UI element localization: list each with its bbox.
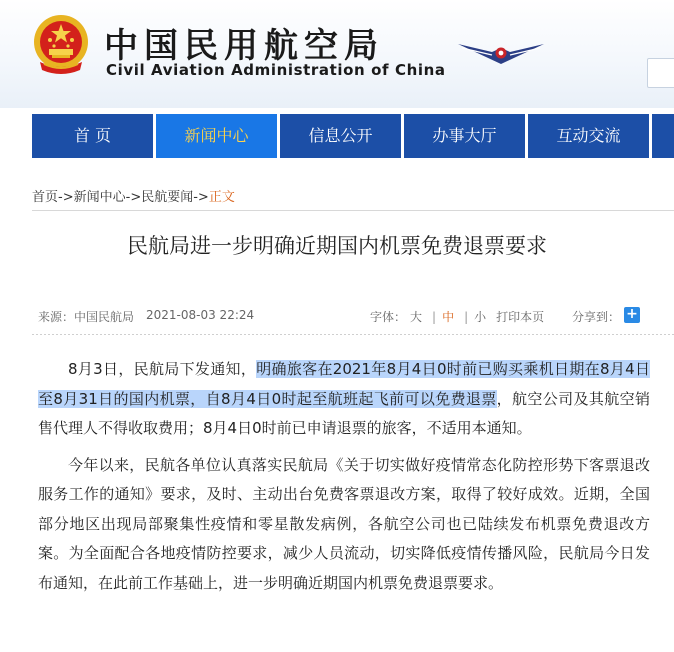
- breadcrumb-divider: [32, 210, 674, 211]
- article-body: [38, 355, 650, 598]
- breadcrumb: [32, 186, 235, 205]
- meta-divider: [32, 334, 674, 335]
- plus-share-icon[interactable]: +: [624, 307, 640, 323]
- nav-item-info[interactable]: 信息公开: [280, 114, 401, 158]
- font-large-button[interactable]: 大: [410, 310, 423, 324]
- nav-item-home[interactable]: 首 页: [32, 114, 153, 158]
- print-button[interactable]: 打印本页: [496, 310, 545, 324]
- article-source: 来源：中国民航局: [38, 310, 135, 324]
- article-meta: [38, 306, 658, 326]
- nav-item-news[interactable]: 新闻中心: [156, 114, 277, 158]
- selected-text[interactable]: 明确旅客在2021年8月4日0时前已购买乘机日期在8月4日至8月31日的国内机票，自8月4日0时起至航班起飞前可以免费退票: [38, 360, 650, 408]
- font-size-label: 字体：: [370, 310, 407, 324]
- breadcrumb-home[interactable]: 首页: [32, 190, 59, 205]
- paragraph-2: 今年以来，民航各单位认真落实民航局《关于切实做好疫情常态化防控形势下客票退改服务工作的通知》要求，及时、主动出台免费客票退改方案，取得了较好成效。近期，全国部分地区出现局部聚集性疫情和零星散发病例，各航空公司也已陆续发布机票免费退改方案。为全面配合各地疫情防控要求，减少人员流动，切实降低疫情传播风险，民航局今日发布通知，在此前工作基础上，进一步明确近期国内机票免费退票要求。: [38, 455, 650, 592]
- search-input[interactable]: [647, 58, 674, 88]
- breadcrumb-separator: ->: [125, 190, 142, 205]
- site-subtitle: Civil Aviation Administration of China: [106, 61, 446, 79]
- article-date: 2021-08-03 22:24: [146, 308, 255, 322]
- site-header: [0, 0, 674, 108]
- breadcrumb-separator: ->: [193, 190, 209, 205]
- font-size-controls: [370, 308, 548, 325]
- nav-item-services[interactable]: 办事大厅: [404, 114, 525, 158]
- font-small-button[interactable]: 小: [474, 310, 487, 324]
- paragraph-1: [38, 355, 650, 444]
- separator: |: [464, 310, 469, 324]
- article-title: 民航局进一步明确近期国内机票免费退票要求: [127, 234, 547, 258]
- site-title: 中国民用航空局: [104, 26, 384, 66]
- paragraph-1-start: 8月3日，民航局下发通知，: [68, 360, 257, 378]
- breadcrumb-news[interactable]: 新闻中心: [73, 190, 126, 205]
- breadcrumb-separator: ->: [58, 190, 74, 205]
- separator: |: [432, 310, 437, 324]
- font-medium-button[interactable]: 中: [442, 310, 455, 324]
- main-nav: [32, 114, 674, 158]
- breadcrumb-aviation-news[interactable]: 民航要闻: [141, 190, 194, 205]
- share-label: 分享到：: [572, 310, 621, 324]
- nav-item-more[interactable]: [652, 114, 674, 158]
- breadcrumb-current: 正文: [208, 190, 235, 205]
- national-emblem-icon[interactable]: [30, 12, 92, 78]
- caac-wing-logo-icon: [456, 34, 546, 68]
- paragraph-1-end: ，航空公司及其航空销售代理人不得收取费用；8月4日0时前已申请退票的旅客，不适用本通知。: [38, 389, 650, 437]
- nav-item-interaction[interactable]: 互动交流: [528, 114, 649, 158]
